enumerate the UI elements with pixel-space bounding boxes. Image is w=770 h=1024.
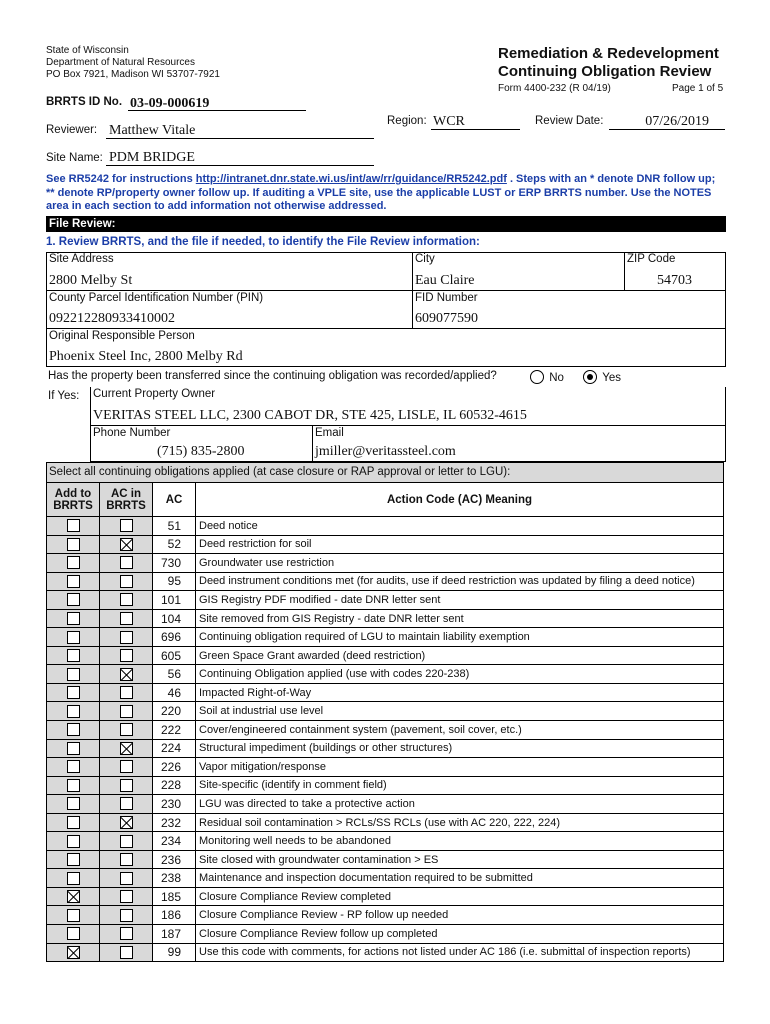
original-responsible-person-value: Phoenix Steel Inc, 2800 Melby Rd bbox=[49, 349, 243, 364]
table-row bbox=[47, 646, 724, 665]
ac-in-brrts-checkbox[interactable] bbox=[120, 575, 133, 588]
ac-in-brrts-checkbox[interactable] bbox=[120, 853, 133, 866]
add-to-brrts-cell bbox=[47, 943, 100, 962]
ac-in-brrts-checkbox[interactable] bbox=[120, 816, 133, 829]
ac-in-brrts-checkbox[interactable] bbox=[120, 872, 133, 885]
agency-line-3: PO Box 7921, Madison WI 53707-7921 bbox=[46, 69, 220, 80]
original-responsible-person-field[interactable] bbox=[46, 329, 726, 367]
reviewer-field bbox=[46, 121, 374, 139]
action-code: 226 bbox=[153, 758, 196, 777]
table-header-row bbox=[47, 483, 724, 517]
table-row bbox=[47, 572, 724, 591]
transfer-no-label: No bbox=[549, 372, 564, 384]
table-row bbox=[47, 758, 724, 777]
add-to-brrts-cell bbox=[47, 591, 100, 610]
ac-in-brrts-checkbox[interactable] bbox=[120, 668, 133, 681]
original-responsible-person-label: Original Responsible Person bbox=[49, 330, 195, 342]
add-to-brrts-cell bbox=[47, 554, 100, 573]
form-title-line-2: Continuing Obligation Review bbox=[498, 63, 712, 80]
ac-in-brrts-cell bbox=[100, 795, 153, 814]
ac-in-brrts-checkbox[interactable] bbox=[120, 927, 133, 940]
site-address-label: Site Address bbox=[49, 253, 114, 265]
zip-value: 54703 bbox=[657, 273, 692, 288]
add-to-brrts-cell bbox=[47, 572, 100, 591]
ac-in-brrts-checkbox[interactable] bbox=[120, 797, 133, 810]
pin-label: County Parcel Identification Number (PIN) bbox=[49, 292, 264, 304]
ac-in-brrts-checkbox[interactable] bbox=[120, 779, 133, 792]
transfer-yes-option[interactable] bbox=[583, 370, 621, 384]
ac-in-brrts-cell bbox=[100, 628, 153, 647]
action-code: 730 bbox=[153, 554, 196, 573]
ac-in-brrts-checkbox[interactable] bbox=[120, 593, 133, 606]
transfer-no-radio[interactable] bbox=[530, 370, 544, 384]
add-to-brrts-checkbox[interactable] bbox=[67, 909, 80, 922]
city-label: City bbox=[415, 253, 435, 265]
ac-in-brrts-checkbox[interactable] bbox=[120, 538, 133, 551]
action-code: 230 bbox=[153, 795, 196, 814]
action-code-meaning: Structural impediment (buildings or other structures) bbox=[196, 739, 724, 758]
table-row bbox=[47, 628, 724, 647]
review-date-label: Review Date: bbox=[535, 115, 604, 127]
review-date-field bbox=[535, 112, 725, 130]
action-code-meaning: Soil at industrial use level bbox=[196, 702, 724, 721]
action-code: 220 bbox=[153, 702, 196, 721]
add-to-brrts-cell bbox=[47, 869, 100, 888]
add-to-brrts-checkbox[interactable] bbox=[67, 519, 80, 532]
email-label: Email bbox=[315, 427, 344, 439]
action-code-meaning: Deed restriction for soil bbox=[196, 535, 724, 554]
table-row bbox=[47, 591, 724, 610]
page-number: Page 1 of 5 bbox=[672, 83, 724, 94]
action-code: 101 bbox=[153, 591, 196, 610]
action-code: 696 bbox=[153, 628, 196, 647]
action-code-meaning: Groundwater use restriction bbox=[196, 554, 724, 573]
add-to-brrts-checkbox[interactable] bbox=[67, 927, 80, 940]
add-to-brrts-checkbox[interactable] bbox=[67, 593, 80, 606]
transfer-question: Has the property been transferred since the continuing obligation was recorded/applied? bbox=[48, 370, 497, 382]
transfer-yes-label: Yes bbox=[602, 372, 621, 384]
add-to-brrts-cell bbox=[47, 832, 100, 851]
site-name-field bbox=[46, 148, 374, 166]
action-code-meaning: Vapor mitigation/response bbox=[196, 758, 724, 777]
add-to-brrts-cell bbox=[47, 887, 100, 906]
ac-in-brrts-cell bbox=[100, 683, 153, 702]
ac-in-brrts-cell bbox=[100, 925, 153, 944]
step-1-instruction: 1. Review BRRTS, and the file if needed, to identify the File Review information: bbox=[46, 236, 480, 248]
action-code: 224 bbox=[153, 739, 196, 758]
action-code-meaning: Site-specific (identify in comment field) bbox=[196, 776, 724, 795]
ac-in-brrts-cell bbox=[100, 739, 153, 758]
add-to-brrts-cell bbox=[47, 739, 100, 758]
agency-block bbox=[46, 45, 220, 81]
action-code-meaning: LGU was directed to take a protective action bbox=[196, 795, 724, 814]
phone-value: (715) 835-2800 bbox=[157, 444, 245, 459]
action-code: 52 bbox=[153, 535, 196, 554]
agency-line-1: State of Wisconsin bbox=[46, 45, 129, 56]
ac-in-brrts-checkbox[interactable] bbox=[120, 890, 133, 903]
ac-in-brrts-checkbox[interactable] bbox=[120, 835, 133, 848]
review-date-value: 07/26/2019 bbox=[645, 114, 709, 129]
table-row bbox=[47, 832, 724, 851]
pin-value: 092212280933410002 bbox=[49, 311, 175, 326]
reviewer-input[interactable] bbox=[106, 121, 374, 139]
action-code-meaning: Closure Compliance Review - RP follow up needed bbox=[196, 906, 724, 925]
transfer-yes-radio[interactable] bbox=[583, 370, 597, 384]
current-owner-value: VERITAS STEEL LLC, 2300 CABOT DR, STE 425, LISLE, IL 60532-4615 bbox=[93, 408, 527, 423]
action-code: 187 bbox=[153, 925, 196, 944]
add-to-brrts-cell bbox=[47, 535, 100, 554]
ac-in-brrts-checkbox[interactable] bbox=[120, 742, 133, 755]
action-code: 236 bbox=[153, 850, 196, 869]
add-to-brrts-cell bbox=[47, 721, 100, 740]
add-to-brrts-checkbox[interactable] bbox=[67, 631, 80, 644]
ac-in-brrts-checkbox[interactable] bbox=[120, 631, 133, 644]
brrts-id-value: 03-09-000619 bbox=[130, 96, 210, 111]
add-to-brrts-checkbox[interactable] bbox=[67, 668, 80, 681]
agency-line-2: Department of Natural Resources bbox=[46, 57, 195, 68]
review-date-input[interactable] bbox=[609, 112, 725, 130]
form-number: Form 4400-232 (R 04/19) bbox=[498, 83, 611, 94]
ac-in-brrts-cell bbox=[100, 887, 153, 906]
add-to-brrts-cell bbox=[47, 665, 100, 684]
region-input[interactable] bbox=[431, 112, 520, 130]
action-code: 222 bbox=[153, 721, 196, 740]
action-code-meaning: GIS Registry PDF modified - date DNR letter sent bbox=[196, 591, 724, 610]
add-to-brrts-checkbox[interactable] bbox=[67, 797, 80, 810]
site-name-label: Site Name: bbox=[46, 152, 103, 164]
pin-field[interactable] bbox=[46, 291, 412, 329]
add-to-brrts-checkbox[interactable] bbox=[67, 705, 80, 718]
instructions-prefix: See RR5242 for instructions bbox=[46, 173, 196, 185]
current-owner-label: Current Property Owner bbox=[93, 388, 216, 400]
site-address-value: 2800 Melby St bbox=[49, 273, 133, 288]
action-code-meaning: Monitoring well needs to be abandoned bbox=[196, 832, 724, 851]
region-field bbox=[387, 112, 520, 130]
action-code-meaning: Site closed with groundwater contamination > ES bbox=[196, 850, 724, 869]
table-row bbox=[47, 683, 724, 702]
ac-in-brrts-cell bbox=[100, 813, 153, 832]
action-code-meaning: Closure Compliance Review completed bbox=[196, 887, 724, 906]
email-value: jmiller@veritassteel.com bbox=[315, 444, 456, 459]
ac-in-brrts-cell bbox=[100, 572, 153, 591]
add-to-brrts-cell bbox=[47, 646, 100, 665]
current-owner-field[interactable] bbox=[90, 387, 726, 426]
ac-in-brrts-checkbox[interactable] bbox=[120, 686, 133, 699]
ac-in-brrts-cell bbox=[100, 869, 153, 888]
if-yes-label: If Yes: bbox=[48, 390, 80, 402]
ac-in-brrts-checkbox[interactable] bbox=[120, 612, 133, 625]
table-row bbox=[47, 795, 724, 814]
action-code: 95 bbox=[153, 572, 196, 591]
add-to-brrts-checkbox[interactable] bbox=[67, 538, 80, 551]
ac-in-brrts-cell bbox=[100, 609, 153, 628]
add-to-brrts-cell bbox=[47, 813, 100, 832]
fid-value: 609077590 bbox=[415, 311, 478, 326]
add-to-brrts-checkbox[interactable] bbox=[67, 779, 80, 792]
action-code: 56 bbox=[153, 665, 196, 684]
table-row bbox=[47, 869, 724, 888]
ac-in-brrts-cell bbox=[100, 906, 153, 925]
add-to-brrts-cell bbox=[47, 517, 100, 536]
action-code-meaning: Closure Compliance Review follow up completed bbox=[196, 925, 724, 944]
action-code: 46 bbox=[153, 683, 196, 702]
add-to-brrts-checkbox[interactable] bbox=[67, 760, 80, 773]
instructions-link[interactable]: http://intranet.dnr.state.wi.us/int/aw/rr/guidance/RR5242.pdf bbox=[195, 173, 507, 185]
add-to-brrts-checkbox[interactable] bbox=[67, 816, 80, 829]
ac-in-brrts-checkbox[interactable] bbox=[120, 705, 133, 718]
action-code: 228 bbox=[153, 776, 196, 795]
add-to-brrts-cell bbox=[47, 850, 100, 869]
reviewer-value: Matthew Vitale bbox=[109, 123, 196, 138]
ac-in-brrts-cell bbox=[100, 646, 153, 665]
action-code: 104 bbox=[153, 609, 196, 628]
action-code: 186 bbox=[153, 906, 196, 925]
add-to-brrts-checkbox[interactable] bbox=[67, 556, 80, 569]
table-row bbox=[47, 850, 724, 869]
ac-in-brrts-cell bbox=[100, 721, 153, 740]
table-row bbox=[47, 943, 724, 962]
add-to-brrts-checkbox[interactable] bbox=[67, 742, 80, 755]
table-row bbox=[47, 517, 724, 536]
site-name-value: PDM BRIDGE bbox=[109, 150, 195, 165]
action-code: 185 bbox=[153, 887, 196, 906]
action-code-meaning: Residual soil contamination > RCLs/SS RCLs (use with AC 220, 222, 224) bbox=[196, 813, 724, 832]
action-code-meaning: Impacted Right-of-Way bbox=[196, 683, 724, 702]
brrts-id-field bbox=[46, 94, 306, 111]
action-code-meaning: Green Space Grant awarded (deed restriction) bbox=[196, 646, 724, 665]
add-to-brrts-checkbox[interactable] bbox=[67, 853, 80, 866]
region-value: WCR bbox=[433, 114, 465, 129]
ac-in-brrts-checkbox[interactable] bbox=[120, 760, 133, 773]
add-to-brrts-cell bbox=[47, 683, 100, 702]
ac-in-brrts-cell bbox=[100, 758, 153, 777]
add-to-brrts-checkbox[interactable] bbox=[67, 686, 80, 699]
fid-field[interactable] bbox=[412, 291, 726, 329]
add-to-brrts-checkbox[interactable] bbox=[67, 649, 80, 662]
ac-in-brrts-header: AC in BRRTS bbox=[100, 483, 153, 517]
table-row bbox=[47, 535, 724, 554]
co-table-caption: Select all continuing obligations applied (at case closure or RAP approval or letter to LGU): bbox=[46, 462, 724, 482]
action-code-meaning: Use this code with comments, for actions not listed under AC 186 (i.e. submittal of inspection reports) bbox=[196, 943, 724, 962]
ac-in-brrts-cell bbox=[100, 517, 153, 536]
ac-in-brrts-checkbox[interactable] bbox=[120, 649, 133, 662]
add-to-brrts-cell bbox=[47, 758, 100, 777]
add-to-brrts-cell bbox=[47, 906, 100, 925]
brrts-id-label: BRRTS ID No. bbox=[46, 96, 123, 108]
add-to-brrts-cell bbox=[47, 776, 100, 795]
add-to-brrts-header: Add to BRRTS bbox=[47, 483, 100, 517]
table-row bbox=[47, 925, 724, 944]
site-name-input[interactable] bbox=[106, 148, 374, 166]
table-row bbox=[47, 776, 724, 795]
add-to-brrts-checkbox[interactable] bbox=[67, 612, 80, 625]
phone-label: Phone Number bbox=[93, 427, 171, 439]
action-code-meaning: Site removed from GIS Registry - date DNR letter sent bbox=[196, 609, 724, 628]
action-code: 51 bbox=[153, 517, 196, 536]
add-to-brrts-cell bbox=[47, 609, 100, 628]
table-row bbox=[47, 739, 724, 758]
instructions-suffix: . Steps with an * denote DNR follow up; ** denote RP/property owner follow up. If auditing a VPLE site, use the applicable LUST or ERP BRRTS number. Use the NOTES area in each section to add information not otherwise addressed. bbox=[46, 173, 716, 212]
reviewer-label: Reviewer: bbox=[46, 124, 98, 136]
action-code-meaning: Continuing obligation required of LGU to maintain liability exemption bbox=[196, 628, 724, 647]
transfer-no-option[interactable] bbox=[530, 370, 564, 384]
ac-in-brrts-cell bbox=[100, 535, 153, 554]
ac-in-brrts-cell bbox=[100, 665, 153, 684]
table-row bbox=[47, 813, 724, 832]
phone-field[interactable] bbox=[90, 426, 312, 462]
action-code: 232 bbox=[153, 813, 196, 832]
add-to-brrts-checkbox[interactable] bbox=[67, 575, 80, 588]
ac-in-brrts-cell bbox=[100, 850, 153, 869]
table-row bbox=[47, 609, 724, 628]
table-row bbox=[47, 721, 724, 740]
table-row bbox=[47, 554, 724, 573]
ac-meaning-header: Action Code (AC) Meaning bbox=[196, 483, 724, 517]
table-row bbox=[47, 887, 724, 906]
action-code-meaning: Maintenance and inspection documentation required to be submitted bbox=[196, 869, 724, 888]
action-code: 605 bbox=[153, 646, 196, 665]
ac-in-brrts-cell bbox=[100, 832, 153, 851]
ac-in-brrts-cell bbox=[100, 943, 153, 962]
zip-field[interactable] bbox=[624, 252, 726, 291]
add-to-brrts-checkbox[interactable] bbox=[67, 872, 80, 885]
add-to-brrts-cell bbox=[47, 628, 100, 647]
add-to-brrts-checkbox[interactable] bbox=[67, 946, 80, 959]
table-row bbox=[47, 906, 724, 925]
action-code-meaning: Deed instrument conditions met (for audits, use if deed restriction was updated by filing a deed notice) bbox=[196, 572, 724, 591]
form-title-line-1: Remediation & Redevelopment bbox=[498, 45, 719, 62]
ac-in-brrts-cell bbox=[100, 776, 153, 795]
ac-in-brrts-checkbox[interactable] bbox=[120, 556, 133, 569]
add-to-brrts-cell bbox=[47, 925, 100, 944]
fid-label: FID Number bbox=[415, 292, 478, 304]
ac-in-brrts-checkbox[interactable] bbox=[120, 519, 133, 532]
action-code: 238 bbox=[153, 869, 196, 888]
add-to-brrts-cell bbox=[47, 795, 100, 814]
form-title bbox=[498, 45, 719, 81]
action-code-meaning: Continuing Obligation applied (use with codes 220-238) bbox=[196, 665, 724, 684]
table-row bbox=[47, 702, 724, 721]
ac-in-brrts-cell bbox=[100, 554, 153, 573]
city-value: Eau Claire bbox=[415, 273, 475, 288]
action-code: 99 bbox=[153, 943, 196, 962]
city-field[interactable] bbox=[412, 252, 624, 291]
action-code: 234 bbox=[153, 832, 196, 851]
instructions bbox=[46, 173, 726, 214]
continuing-obligations-table bbox=[46, 482, 724, 962]
brrts-id-input[interactable] bbox=[128, 94, 306, 111]
add-to-brrts-checkbox[interactable] bbox=[67, 723, 80, 736]
region-label: Region: bbox=[387, 115, 427, 127]
ac-in-brrts-cell bbox=[100, 591, 153, 610]
add-to-brrts-cell bbox=[47, 702, 100, 721]
action-code-meaning: Deed notice bbox=[196, 517, 724, 536]
ac-header: AC bbox=[153, 483, 196, 517]
add-to-brrts-checkbox[interactable] bbox=[67, 890, 80, 903]
site-address-field[interactable] bbox=[46, 252, 412, 291]
zip-label: ZIP Code bbox=[627, 253, 676, 265]
file-review-header: File Review: bbox=[46, 216, 726, 232]
add-to-brrts-checkbox[interactable] bbox=[67, 835, 80, 848]
ac-in-brrts-cell bbox=[100, 702, 153, 721]
ac-in-brrts-checkbox[interactable] bbox=[120, 946, 133, 959]
ac-in-brrts-checkbox[interactable] bbox=[120, 909, 133, 922]
ac-in-brrts-checkbox[interactable] bbox=[120, 723, 133, 736]
action-code-meaning: Cover/engineered containment system (pavement, soil cover, etc.) bbox=[196, 721, 724, 740]
table-row bbox=[47, 665, 724, 684]
email-field[interactable] bbox=[312, 426, 726, 462]
